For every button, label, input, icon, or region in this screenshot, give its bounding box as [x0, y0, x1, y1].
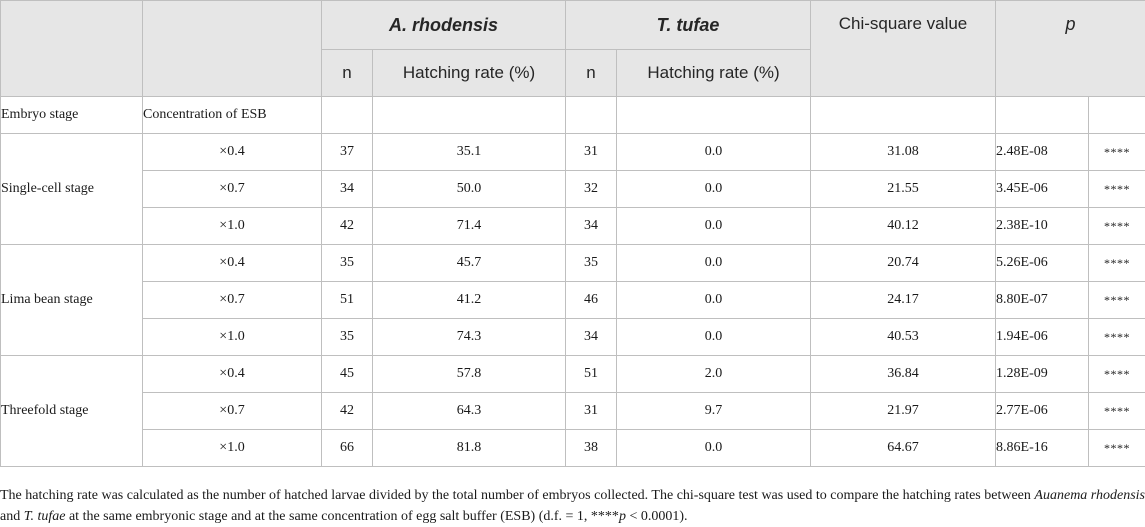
p-value-cell: 2.38E-10: [996, 208, 1089, 245]
n-b-cell: 31: [566, 393, 617, 430]
rate-b-cell: 0.0: [617, 134, 811, 171]
significance-cell: ****: [1089, 134, 1145, 171]
footnote-species-a: Auanema rhodensis: [1034, 488, 1145, 503]
header-species-a: A. rhodensis: [322, 1, 566, 50]
n-a-cell: 35: [322, 319, 373, 356]
concentration-cell: ×0.4: [143, 245, 322, 282]
table-row: [1, 356, 1145, 393]
rate-a-cell: 35.1: [373, 134, 566, 171]
significance-cell: ****: [1089, 319, 1145, 356]
n-b-cell: 32: [566, 171, 617, 208]
concentration-cell: ×0.7: [143, 282, 322, 319]
subheader-embryo-stage: Embryo stage: [1, 97, 143, 134]
header-blank-2: [143, 1, 322, 97]
n-b-cell: 51: [566, 356, 617, 393]
significance-cell: ****: [1089, 430, 1145, 467]
p-value-cell: 1.94E-06: [996, 319, 1089, 356]
rate-a-cell: 74.3: [373, 319, 566, 356]
table-row: [1, 393, 1145, 430]
chi-square-cell: 24.17: [811, 282, 996, 319]
header-rate-a: Hatching rate (%): [373, 50, 566, 97]
significance-cell: ****: [1089, 245, 1145, 282]
n-b-cell: 38: [566, 430, 617, 467]
footnote-text-2: and: [0, 509, 24, 524]
empty-cell: [811, 97, 996, 134]
footnote-text-4: < 0.0001).: [626, 509, 688, 524]
footnote-text-1: The hatching rate was calculated as the number of hatched larvae divided by the total number of embryos collected. The chi-square test was used to compare the hatching rates between: [0, 488, 1034, 503]
significance-cell: ****: [1089, 393, 1145, 430]
n-b-cell: 46: [566, 282, 617, 319]
table-row: [1, 245, 1145, 282]
p-value-cell: 3.45E-06: [996, 171, 1089, 208]
n-b-cell: 34: [566, 208, 617, 245]
empty-cell: [617, 97, 811, 134]
rate-a-cell: 41.2: [373, 282, 566, 319]
table-row: [1, 208, 1145, 245]
rate-a-cell: 64.3: [373, 393, 566, 430]
rate-a-cell: 57.8: [373, 356, 566, 393]
concentration-cell: ×0.7: [143, 171, 322, 208]
rate-b-cell: 0.0: [617, 208, 811, 245]
concentration-cell: ×1.0: [143, 319, 322, 356]
concentration-cell: ×0.4: [143, 356, 322, 393]
rate-a-cell: 71.4: [373, 208, 566, 245]
concentration-cell: ×1.0: [143, 430, 322, 467]
rate-a-cell: 45.7: [373, 245, 566, 282]
n-a-cell: 45: [322, 356, 373, 393]
chi-square-cell: 20.74: [811, 245, 996, 282]
rate-a-cell: 50.0: [373, 171, 566, 208]
rate-b-cell: 0.0: [617, 430, 811, 467]
rate-b-cell: 0.0: [617, 282, 811, 319]
concentration-cell: ×0.4: [143, 134, 322, 171]
table-row: [1, 134, 1145, 171]
table-footnote: [0, 485, 1145, 527]
rate-b-cell: 0.0: [617, 171, 811, 208]
header-n-b: n: [566, 50, 617, 97]
p-value-cell: 2.48E-08: [996, 134, 1089, 171]
rate-b-cell: 9.7: [617, 393, 811, 430]
rate-b-cell: 2.0: [617, 356, 811, 393]
chi-square-cell: 64.67: [811, 430, 996, 467]
empty-cell: [1089, 97, 1145, 134]
n-a-cell: 34: [322, 171, 373, 208]
chi-square-cell: 36.84: [811, 356, 996, 393]
header-species-b: T. tufae: [566, 1, 811, 50]
n-a-cell: 42: [322, 208, 373, 245]
n-a-cell: 35: [322, 245, 373, 282]
table-body: [1, 97, 1145, 467]
chi-square-cell: 40.53: [811, 319, 996, 356]
p-value-cell: 1.28E-09: [996, 356, 1089, 393]
rate-b-cell: 0.0: [617, 245, 811, 282]
empty-cell: [322, 97, 373, 134]
n-b-cell: 34: [566, 319, 617, 356]
chi-square-cell: 21.97: [811, 393, 996, 430]
significance-cell: ****: [1089, 208, 1145, 245]
table-row: [1, 319, 1145, 356]
footnote-species-b: T. tufae: [24, 509, 66, 524]
n-b-cell: 31: [566, 134, 617, 171]
header-rate-b: Hatching rate (%): [617, 50, 811, 97]
stage-label: Single-cell stage: [1, 134, 143, 245]
n-a-cell: 37: [322, 134, 373, 171]
table-row: [1, 430, 1145, 467]
table-row: [1, 282, 1145, 319]
header-p: p: [996, 1, 1145, 97]
p-value-cell: 2.77E-06: [996, 393, 1089, 430]
chi-square-cell: 21.55: [811, 171, 996, 208]
header-blank-1: [1, 1, 143, 97]
chi-square-cell: 31.08: [811, 134, 996, 171]
p-value-cell: 8.86E-16: [996, 430, 1089, 467]
stage-label: Lima bean stage: [1, 245, 143, 356]
n-a-cell: 51: [322, 282, 373, 319]
n-a-cell: 66: [322, 430, 373, 467]
rate-a-cell: 81.8: [373, 430, 566, 467]
p-value-cell: 8.80E-07: [996, 282, 1089, 319]
empty-cell: [373, 97, 566, 134]
stage-label: Threefold stage: [1, 356, 143, 467]
concentration-cell: ×0.7: [143, 393, 322, 430]
rate-b-cell: 0.0: [617, 319, 811, 356]
header-chi-square: Chi-square value: [811, 1, 996, 97]
significance-cell: ****: [1089, 356, 1145, 393]
significance-cell: ****: [1089, 171, 1145, 208]
p-value-cell: 5.26E-06: [996, 245, 1089, 282]
n-b-cell: 35: [566, 245, 617, 282]
subheader-concentration: Concentration of ESB: [143, 97, 322, 134]
chi-square-cell: 40.12: [811, 208, 996, 245]
footnote-text-3: at the same embryonic stage and at the same concentration of egg salt buffer (ESB) (d.f. = 1, ****: [65, 509, 618, 524]
header-n-a: n: [322, 50, 373, 97]
concentration-cell: ×1.0: [143, 208, 322, 245]
empty-cell: [566, 97, 617, 134]
n-a-cell: 42: [322, 393, 373, 430]
significance-cell: ****: [1089, 282, 1145, 319]
footnote-p: p: [619, 509, 626, 524]
empty-cell: [996, 97, 1089, 134]
table-row: [1, 171, 1145, 208]
